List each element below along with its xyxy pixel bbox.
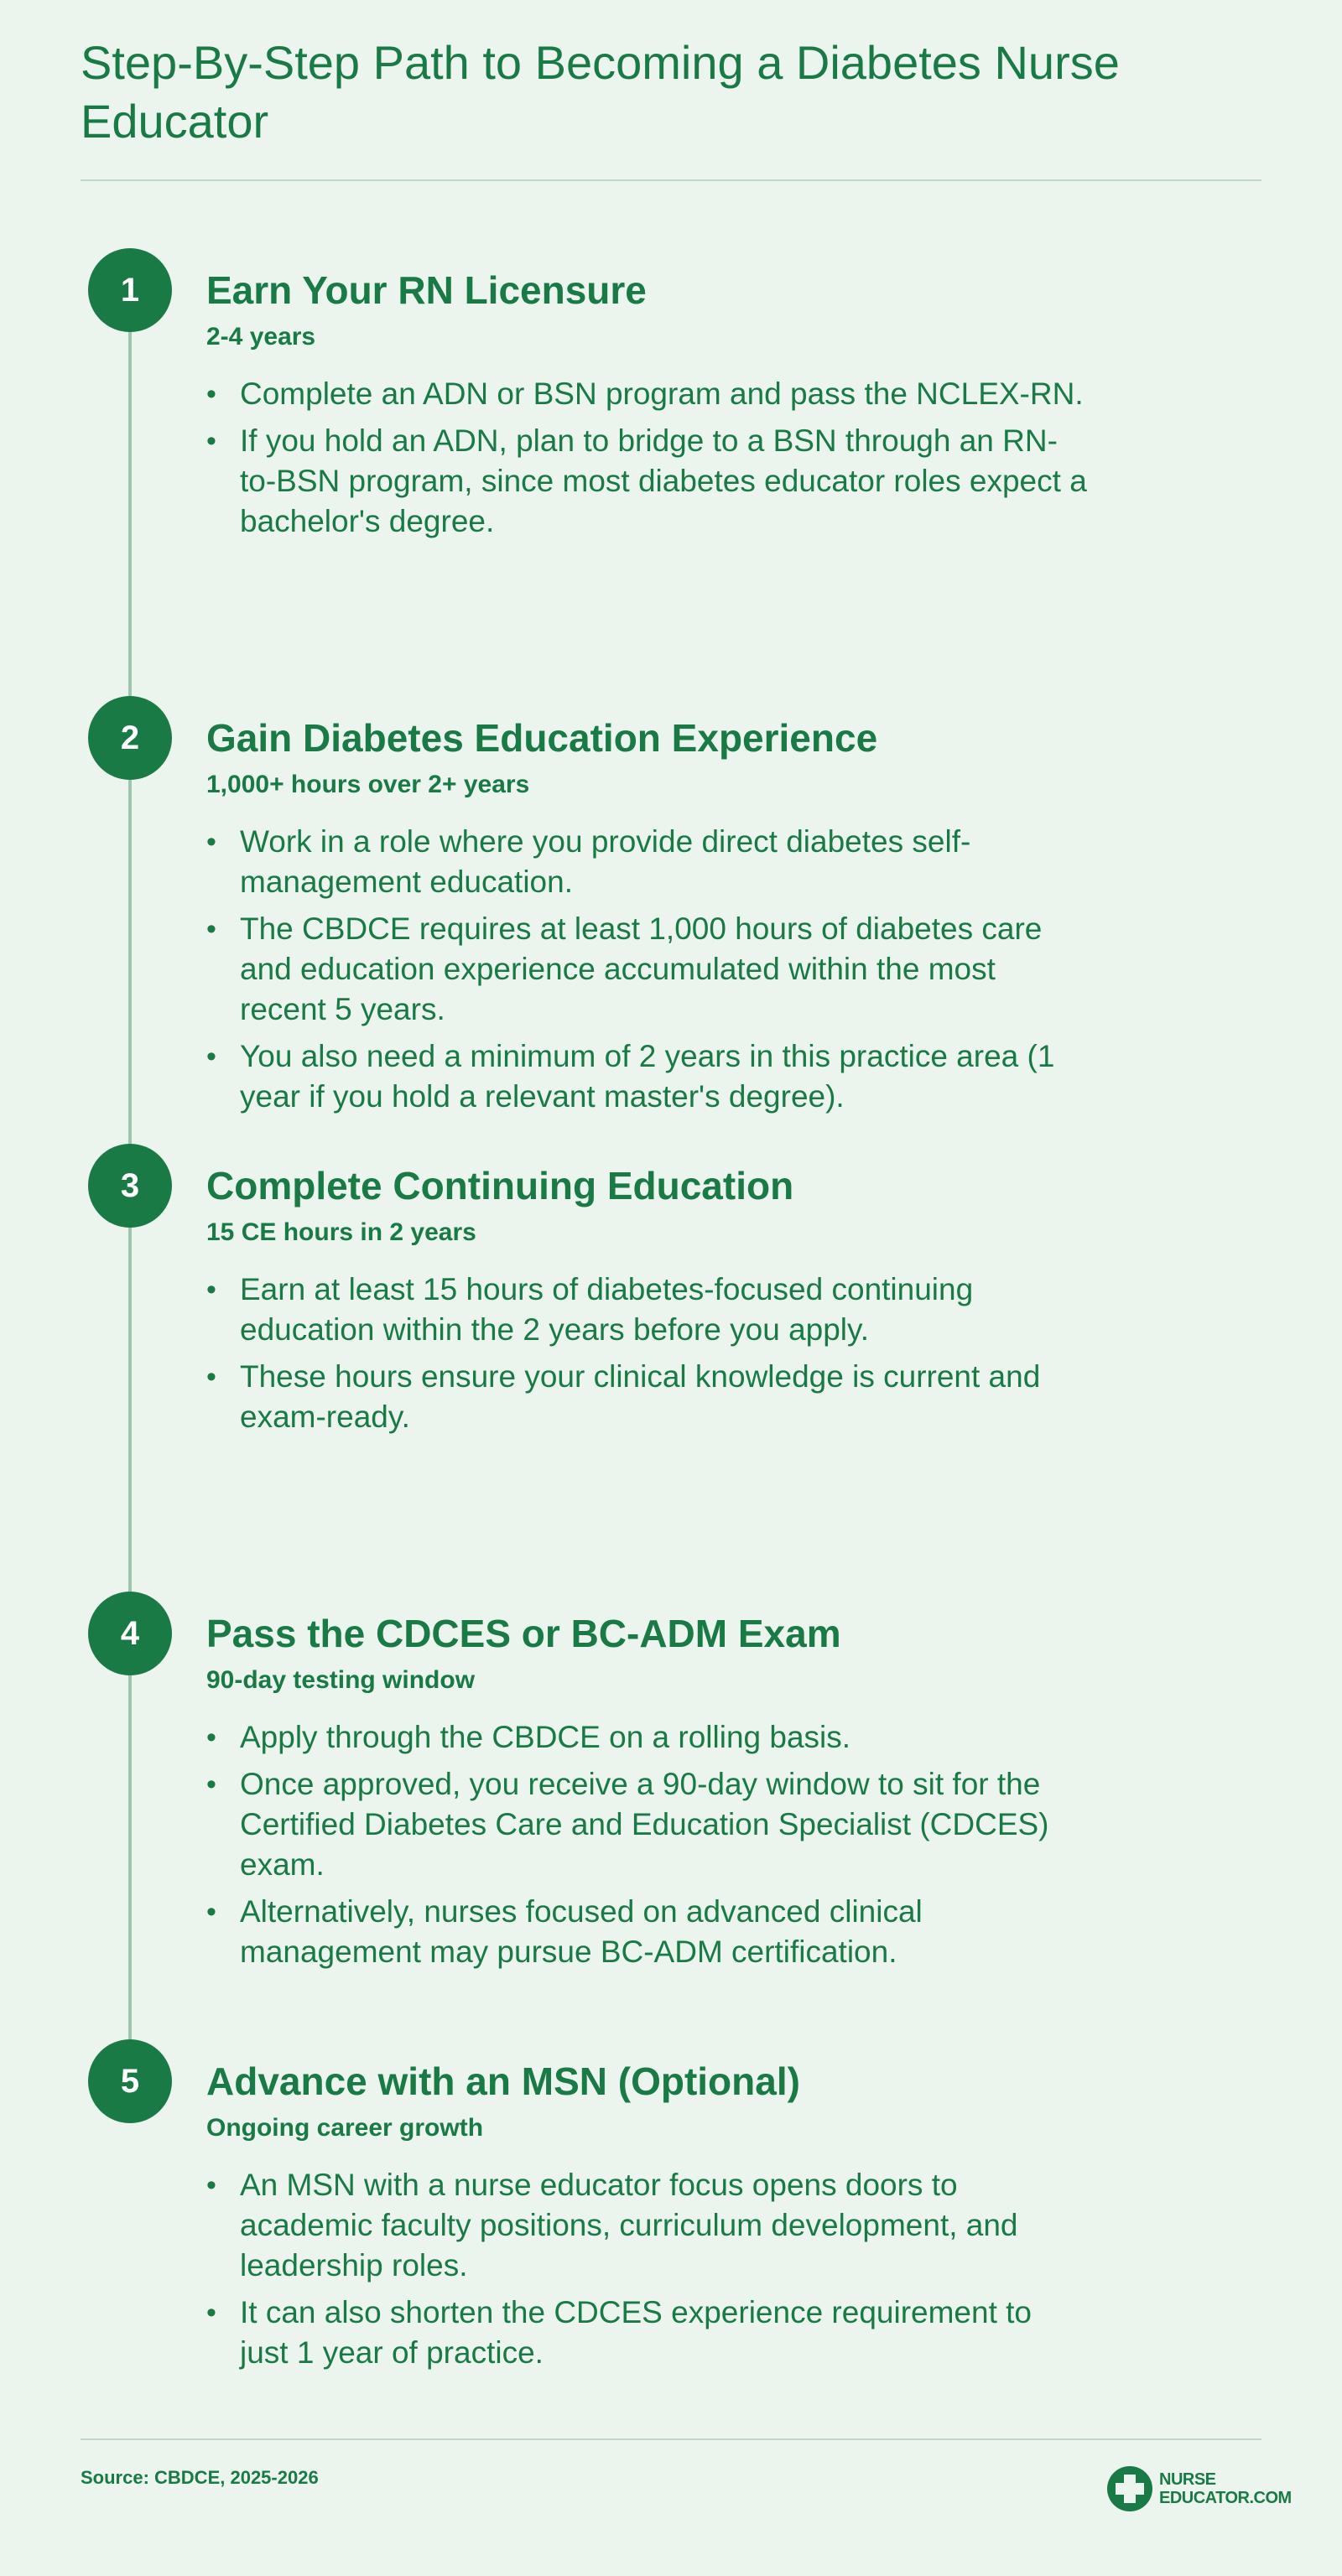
step-bullet: • Alternatively, nurses focused on advanced clinical management may pursue BC-ADM certification. xyxy=(206,1892,1087,1972)
step-bullet: • You also need a minimum of 2 years in this practice area (1 year if you hold a relevant master's degree). xyxy=(206,1036,1087,1117)
step-title: Complete Continuing Education xyxy=(206,1164,794,1208)
brand-logo[interactable] xyxy=(1107,2465,1292,2512)
step-bullet: • An MSN with a nurse educator focus opens doors to academic faculty positions, curriculum development, and leadership roles. xyxy=(206,2165,1087,2286)
step-title: Advance with an MSN (Optional) xyxy=(206,2059,800,2103)
step-bullet-list xyxy=(206,822,1087,1124)
step-title: Gain Diabetes Education Experience xyxy=(206,716,878,760)
step-number-badge: 2 xyxy=(88,696,172,780)
logo-line-1: NURSE xyxy=(1159,2470,1216,2489)
step-number-badge: 5 xyxy=(88,2039,172,2123)
step-title: Pass the CDCES or BC-ADM Exam xyxy=(206,1612,841,1655)
step-number-badge: 3 xyxy=(88,1144,172,1228)
logo-wordmark xyxy=(1159,2470,1292,2507)
step-bullet: • If you hold an ADN, plan to bridge to a BSN through an RN-to-BSN program, since most diabetes educator roles expect a bachelor's degree. xyxy=(206,421,1087,542)
step-bullet: • Apply through the CBDCE on a rolling basis. xyxy=(206,1717,1087,1758)
page-title: Step-By-Step Path to Becoming a Diabetes Nurse Educator xyxy=(81,36,1120,148)
step-bullet: • It can also shorten the CDCES experience requirement to just 1 year of practice. xyxy=(206,2293,1087,2373)
step-bullet: • These hours ensure your clinical knowledge is current and exam-ready. xyxy=(206,1357,1087,1437)
step-bullet-list xyxy=(206,1270,1087,1444)
step-bullet: • The CBDCE requires at least 1,000 hours of diabetes care and education experience accumulated within the most recent 5 years. xyxy=(206,909,1087,1030)
source-note: Source: CBDCE, 2025-2026 xyxy=(81,2467,319,2488)
step-bullet-list xyxy=(206,2165,1087,2380)
step-number-badge: 4 xyxy=(88,1592,172,1675)
step-duration: 2-4 years xyxy=(206,323,316,351)
step-bullet: • Once approved, you receive a 90-day window to sit for the Certified Diabetes Care and Education Specialist (CDCES) exam. xyxy=(206,1764,1087,1885)
step-duration: 1,000+ hours over 2+ years xyxy=(206,771,530,798)
medical-cross-icon xyxy=(1107,2466,1152,2511)
step-duration: Ongoing career growth xyxy=(206,2114,484,2142)
step-duration: 90-day testing window xyxy=(206,1666,476,1694)
step-number-badge: 1 xyxy=(88,248,172,332)
step-bullet: • Earn at least 15 hours of diabetes-focused continuing education within the 2 years before you apply. xyxy=(206,1270,1087,1350)
logo-line-2: EDUCATOR.COM xyxy=(1159,2489,1292,2507)
step-bullet: • Complete an ADN or BSN program and pass the NCLEX-RN. xyxy=(206,374,1087,414)
step-bullet-list xyxy=(206,1717,1087,1979)
header-divider xyxy=(81,179,1261,181)
step-bullet-list xyxy=(206,374,1087,548)
step-bullet: • Work in a role where you provide direct diabetes self-management education. xyxy=(206,822,1087,902)
footer-divider xyxy=(81,2438,1261,2440)
step-title: Earn Your RN Licensure xyxy=(206,268,647,312)
step-duration: 15 CE hours in 2 years xyxy=(206,1218,476,1246)
